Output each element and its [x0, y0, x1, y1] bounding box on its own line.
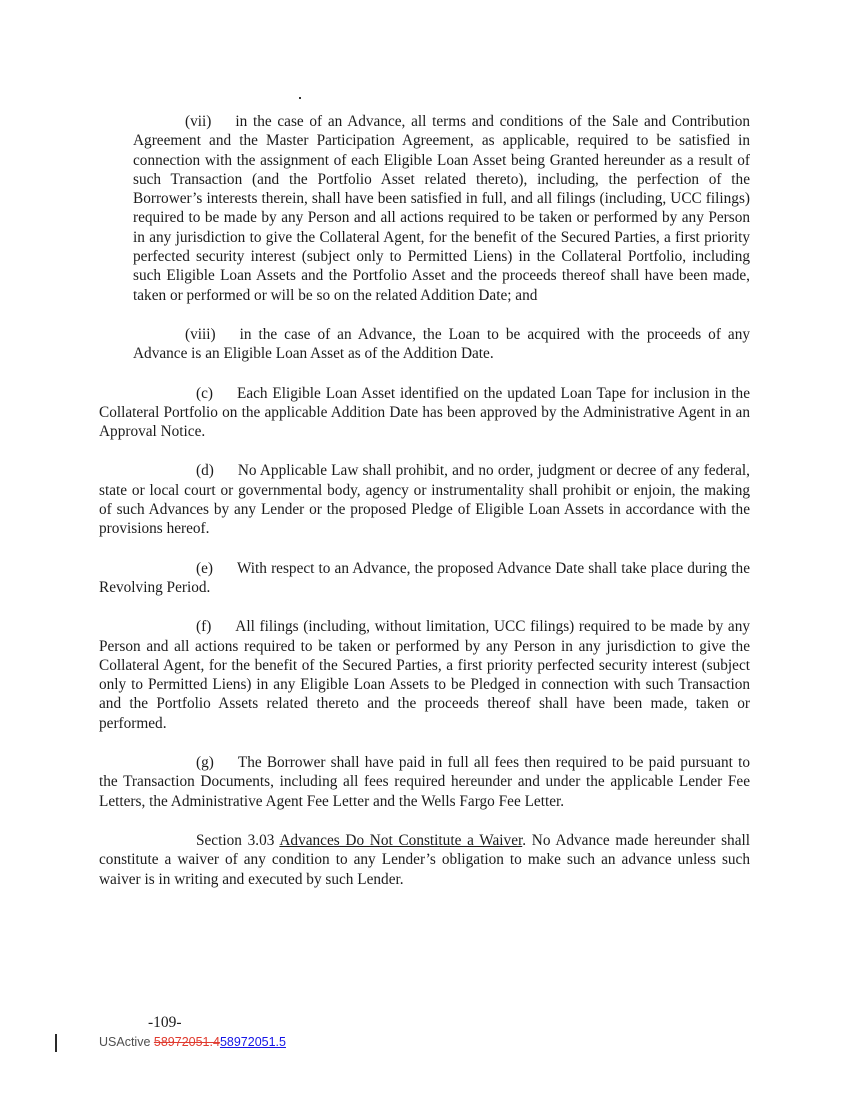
- section-label: Section 3.03: [196, 831, 275, 849]
- paragraph-c: [99, 384, 750, 442]
- paragraph-text: No Applicable Law shall prohibit, and no order, judgment or decree of any federal, state or local court or governmental body, agency or instrumentality shall prohibit or enjoin, the making of such Advances by any Lender or the proposed Pledge of Eligible Loan Assets in accordance with the provisions hereof.: [99, 462, 750, 538]
- paragraph-label: (c): [196, 384, 213, 402]
- paragraph-label: (viii): [185, 325, 216, 343]
- paragraph-vii: [133, 112, 750, 305]
- paragraph-g: [99, 753, 750, 811]
- paragraph-text: All filings (including, without limitation, UCC filings) required to be made by any Person and all actions required to be taken or performed by any Person in any jurisdiction to give the Collateral Agent, for the benefit of the Secured Parties, a first priority perfected security interest (subject only to Permitted Liens) in any Eligible Loan Assets to be Pledged in connection with such Transaction and the Portfolio Assets related thereto and the proceeds thereof shall have been made, taken or performed.: [99, 618, 750, 732]
- paragraph-label: (g): [196, 754, 214, 772]
- stray-mark-dot: [299, 97, 301, 99]
- document-body: [99, 112, 750, 889]
- paragraph-text: in the case of an Advance, all terms and conditions of the Sale and Contribution Agreement and the Master Participation Agreement, as applicable, required to be satisfied in connection with the assignment of each Eligible Loan Asset being Granted hereunder as a result of such Transaction (and the Portfolio Asset related thereto), including, the perfection of the Borrower’s interests therein, shall have been satisfied in full, and all filings (including, UCC filings) required to be made by any Person and all actions required to be taken or performed by any Person in any jurisdiction to give the Collateral Agent, for the benefit of the Secured Parties, a first priority perfected security interest (subject only to Permitted Liens) in the Collateral Portfolio, including such Eligible Loan Assets and the Portfolio Asset and the proceeds thereof shall have been made, taken or performed or will be so on the related Addition Date; and: [133, 113, 750, 304]
- paragraph-label: (d): [196, 462, 214, 480]
- section-heading: Advances Do Not Constitute a Waiver: [279, 831, 523, 849]
- paragraph-f: [99, 617, 750, 733]
- paragraph-text: in the case of an Advance, the Loan to be acquired with the proceeds of any Advance is an Eligible Loan Asset as of the Addition Date.: [133, 325, 750, 363]
- paragraph-viii: [133, 325, 750, 364]
- paragraph-label: (vii): [185, 113, 212, 130]
- paragraph-label: (e): [196, 559, 213, 577]
- section-text: . No Advance made hereunder shall constitute a waiver of any condition to any Lender’s obligation to make such an advance unless such waiver is in writing and executed by such Lender.: [99, 831, 750, 888]
- doc-id-line: [99, 1035, 286, 1049]
- paragraph-text: The Borrower shall have paid in full all fees then required to be paid pursuant to the Transaction Documents, including all fees required hereunder and under the applicable Lender Fee Letters, the Administrative Agent Fee Letter and the Wells Fargo Fee Letter.: [99, 754, 750, 810]
- paragraph-d: [99, 461, 750, 538]
- doc-id-inserted: 58972051.5: [219, 1035, 286, 1049]
- doc-id-prefix: USActive: [99, 1035, 154, 1049]
- change-bar-icon: [55, 1034, 57, 1052]
- paragraph-text: With respect to an Advance, the proposed Advance Date shall take place during the Revolving Period.: [99, 559, 750, 596]
- doc-id-deleted: 58972051.4: [153, 1035, 220, 1049]
- paragraph-e: [99, 559, 750, 598]
- paragraph-label: (f): [196, 618, 212, 636]
- paragraph-text: Each Eligible Loan Asset identified on the updated Loan Tape for inclusion in the Collateral Portfolio on the applicable Addition Date has been approved by the Administrative Agent in an Approval Notice.: [99, 384, 750, 441]
- paragraph-section-3-03: [99, 831, 750, 889]
- page-number: -109-: [148, 1014, 182, 1031]
